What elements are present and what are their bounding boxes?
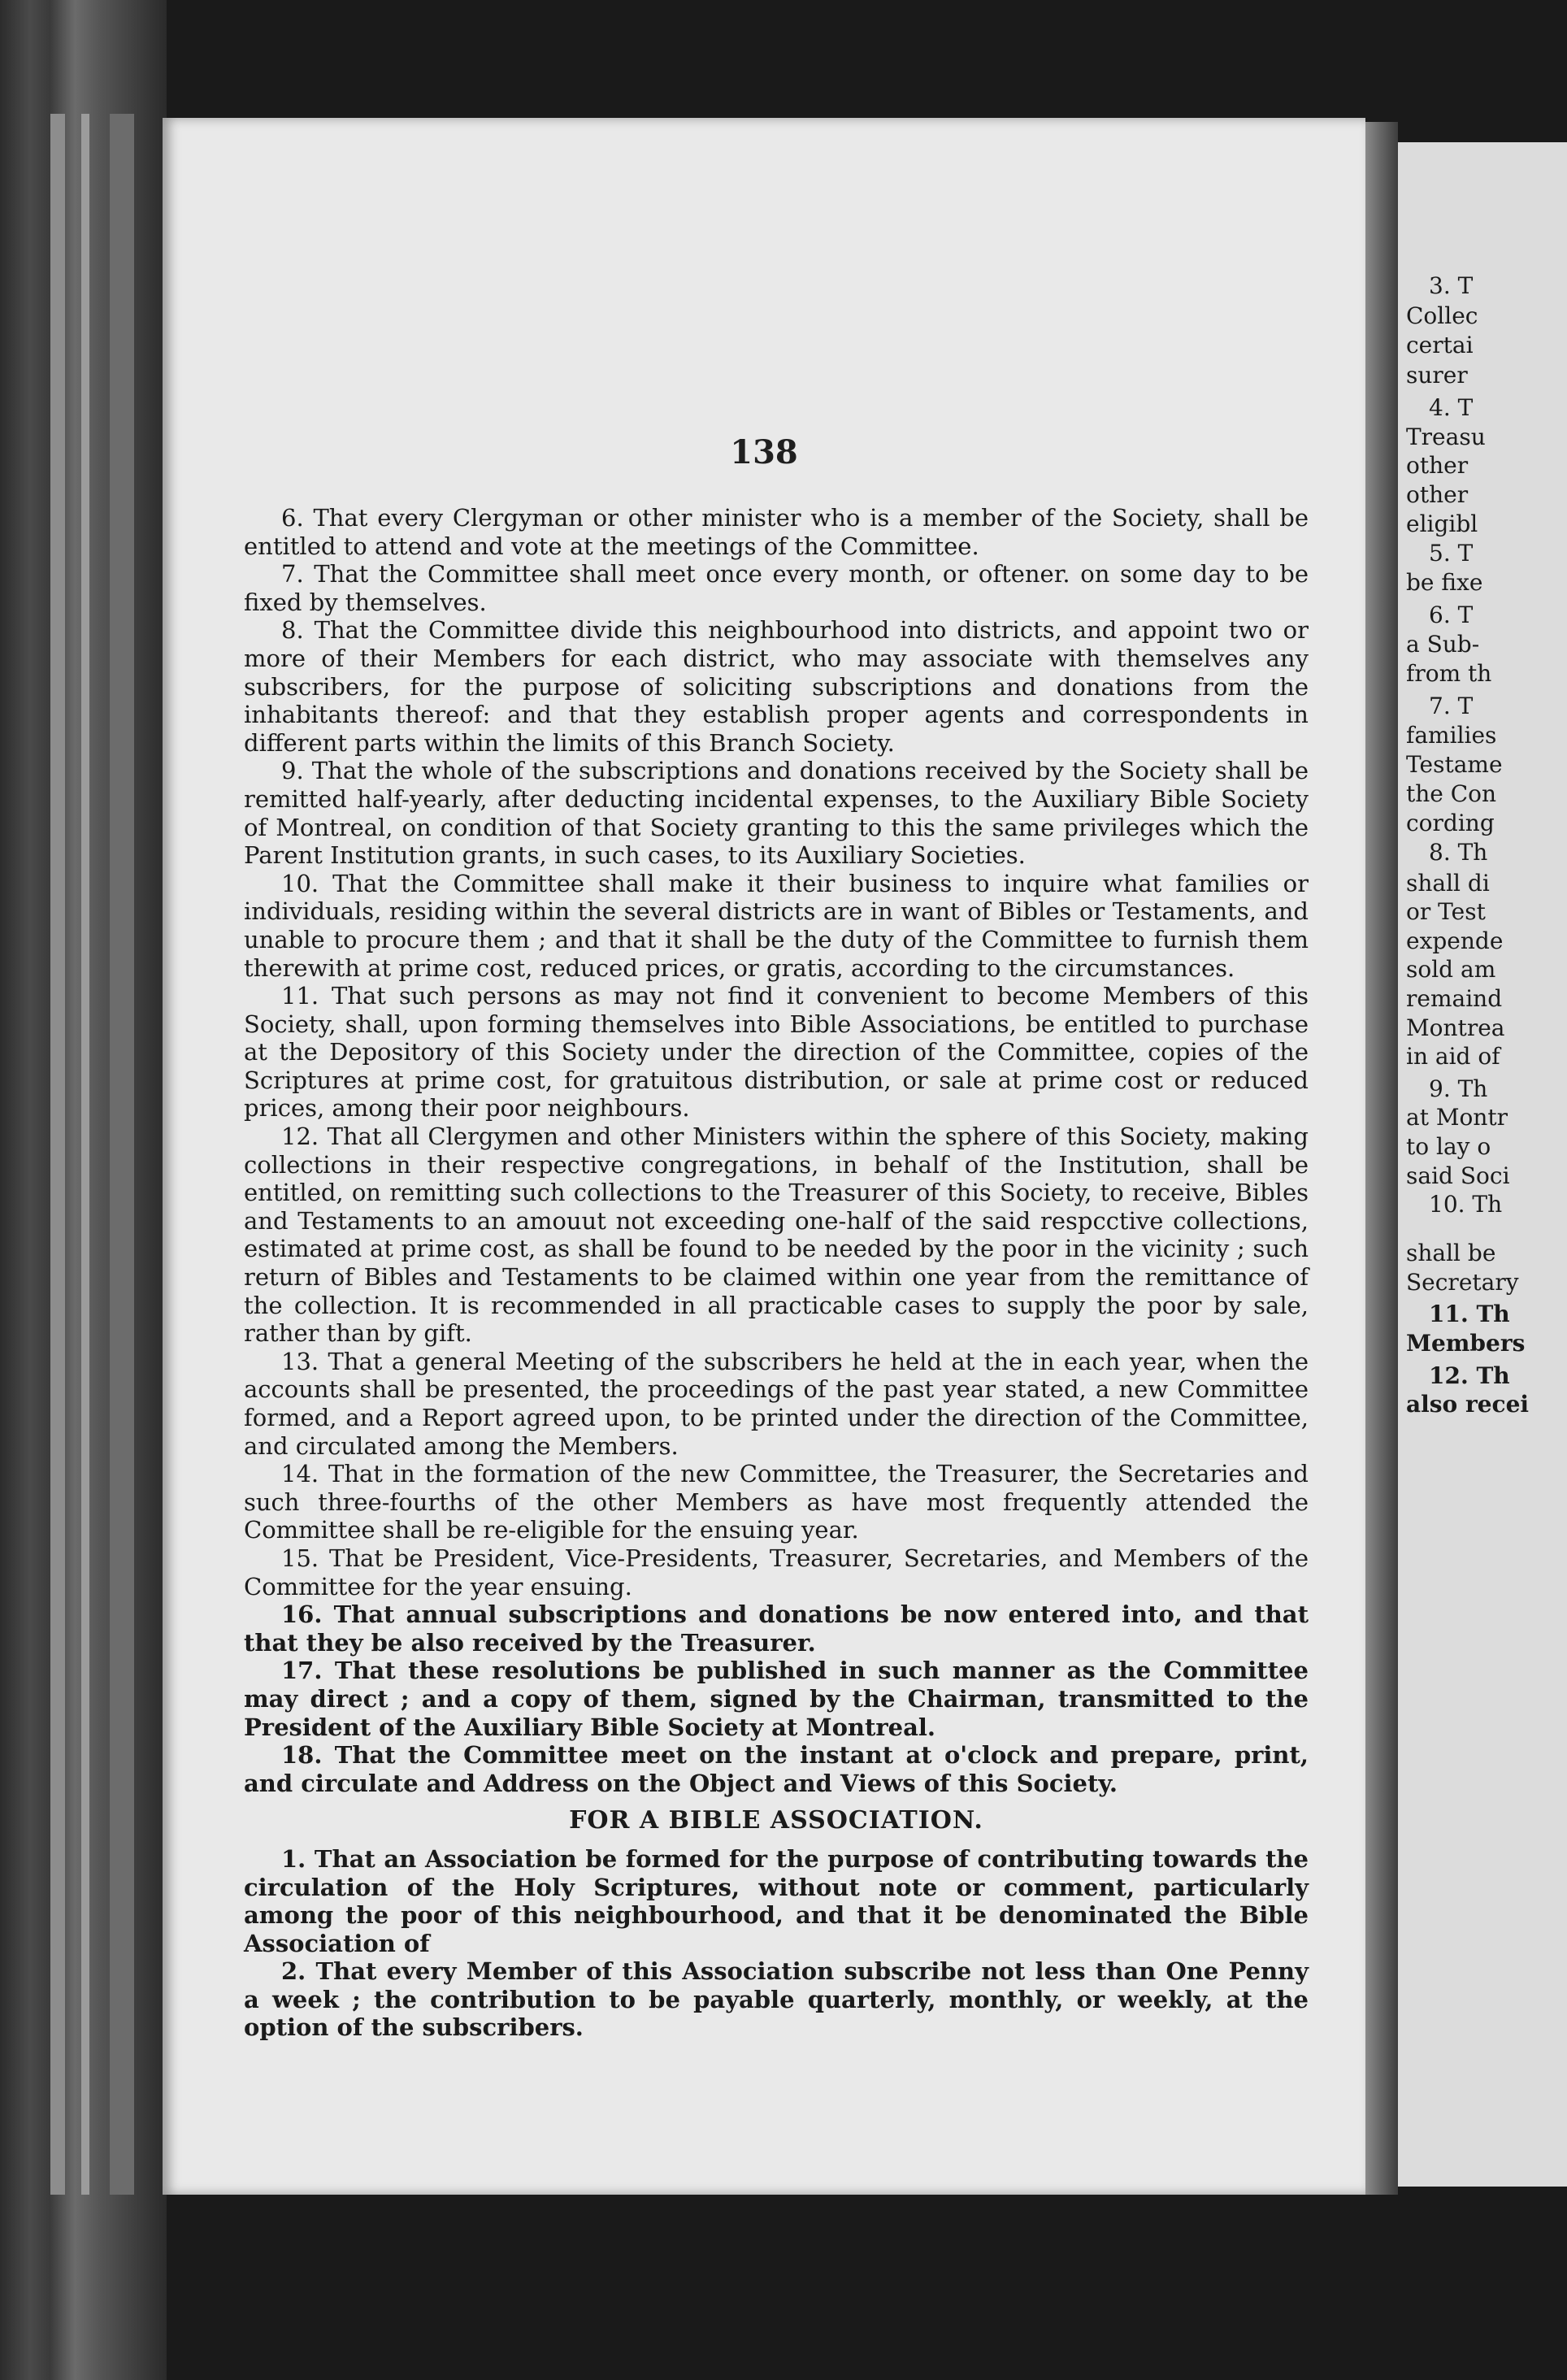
right-page-line: 3. T xyxy=(1429,272,1474,299)
right-page-line: 11. Th xyxy=(1429,1301,1510,1327)
resolution-15: 15. That be President, Vice-Presidents, Treasurer, Secretaries, and Members of the Committee for the year ensuing. xyxy=(244,1544,1309,1600)
right-page-line: shall be xyxy=(1406,1240,1496,1266)
resolution-16: 16. That annual subscriptions and donations be now entered into, and that that they be also received by the Treasurer. xyxy=(244,1600,1309,1657)
right-page-line: 12. Th xyxy=(1429,1362,1510,1389)
book-binding xyxy=(0,0,167,2380)
right-page-line: 5. T xyxy=(1429,540,1474,567)
resolution-13: 13. That a general Meeting of the subscribers he held at the in each year, when the accounts shall be presented, the proceedings of the past year stated, a new Committee formed, and a Report agreed upon, to be printed under the direction of the Committee, and circulated among the Members. xyxy=(244,1347,1309,1460)
association-resolution-2: 2. That every Member of this Association subscribe not less than One Penny a week ; the contribution to be payable quarterly, monthly, or weekly, at the option of the subscribers. xyxy=(244,1957,1309,2042)
right-page-line: other xyxy=(1406,481,1469,508)
page-gutter xyxy=(1365,122,1398,2195)
right-page-line: 10. Th xyxy=(1429,1191,1503,1218)
right-page-line: surer xyxy=(1406,362,1468,389)
right-page-line: eligibl xyxy=(1406,510,1478,537)
right-page-line: 7. T xyxy=(1429,693,1474,719)
right-page-line: Montrea xyxy=(1406,1014,1505,1041)
resolution-18: 18. That the Committee meet on the instant at o'clock and prepare, print, and circulate and Address on the Object and Views of this Society. xyxy=(244,1741,1309,1797)
right-page-line: be fixe xyxy=(1406,569,1483,596)
right-page-line: Testame xyxy=(1406,751,1503,778)
resolution-14: 14. That in the formation of the new Committee, the Treasurer, the Secretaries and such three-fourths of the other Members as have most frequently attended the Committee shall be re-eligible for the ensuing year. xyxy=(244,1460,1309,1544)
right-page-line: Members xyxy=(1406,1330,1526,1357)
right-page-line: in aid of xyxy=(1406,1043,1500,1070)
right-page-line: from th xyxy=(1406,660,1492,687)
right-page-line: also recei xyxy=(1406,1391,1530,1418)
right-page-line: families xyxy=(1406,722,1497,749)
right-page-line: certai xyxy=(1406,332,1474,358)
right-page-fragment xyxy=(1398,142,1567,2187)
right-page-line: Collec xyxy=(1406,302,1478,329)
right-page-line: Secretary xyxy=(1406,1269,1519,1296)
right-page-line: expende xyxy=(1406,927,1504,954)
right-page-line: 9. Th xyxy=(1429,1075,1488,1102)
resolution-11: 11. That such persons as may not find it convenient to become Members of this Society, shall, upon forming themselves into Bible Associations, be entitled to purchase at the Depository of this Society under the direction of the Committee, copies of the Scriptures at prime cost, for gratuitous distribution, or sale at prime cost or reduced prices, among their poor neighbours. xyxy=(244,982,1309,1123)
right-page-line: shall di xyxy=(1406,870,1490,897)
binding-edge xyxy=(81,114,89,2195)
right-page-line: the Con xyxy=(1406,780,1497,807)
resolution-10: 10. That the Committee shall make it their business to inquire what families or individuals, residing within the several districts are in want of Bibles or Testaments, and unable to procure them ; and that it shall be the duty of the Committee to furnish them therewith at prime cost, reduced prices, or gratis, according to the circumstances. xyxy=(244,869,1309,982)
right-page-line: sold am xyxy=(1406,956,1496,983)
resolution-8: 8. That the Committee divide this neighbourhood into districts, and appoint two or more of their Members for each district, who may associate with themselves any subscribers, for the purpose of soliciting subscriptions and donations from the inhabitants thereof: and that they establish proper agents and correspondents in different parts within the limits of this Branch Society. xyxy=(244,616,1309,757)
right-page-line: remaind xyxy=(1406,985,1503,1012)
right-page-line: to lay o xyxy=(1406,1133,1491,1160)
right-page-line: cording xyxy=(1406,810,1495,836)
association-resolution-1: 1. That an Association be formed for the purpose of contributing towards the circulation of the Holy Scriptures, without note or comment, particularly among the poor of this neighbourhood, and that it be denominated the Bible Association of xyxy=(244,1844,1309,1957)
right-page-line: 6. T xyxy=(1429,602,1474,628)
right-page-line: other xyxy=(1406,452,1469,479)
right-page-line: at Montr xyxy=(1406,1104,1508,1131)
binding-edge xyxy=(110,114,134,2195)
right-page-line: said Soci xyxy=(1406,1162,1510,1189)
section-heading: FOR A BIBLE ASSOCIATION. xyxy=(569,1806,983,1835)
resolution-12: 12. That all Clergymen and other Ministers within the sphere of this Society, making collections in their respective congregations, in behalf of the Institution, shall be entitled, on remitting such collections to the Treasurer of this Society, to receive, Bibles and Testaments to an amouut not exceeding one-half of the said respcctive collections, estimated at prime cost, as shall be found to be needed by the poor in the vicinity ; such return of Bibles and Testaments to be claimed within one year from the remittance of the collection. It is recommended in all practicable cases to supply the poor by sale, rather than by gift. xyxy=(244,1123,1309,1348)
binding-edge xyxy=(50,114,65,2195)
page-body xyxy=(244,504,1309,2042)
right-page-line: or Test xyxy=(1406,898,1486,925)
right-page-line: a Sub- xyxy=(1406,631,1480,658)
resolution-6: 6. That every Clergyman or other minister who is a member of the Society, shall be entitled to attend and vote at the meetings of the Committee. xyxy=(244,504,1309,560)
resolution-9: 9. That the whole of the subscriptions and donations received by the Society shall be remitted half-yearly, after deducting incidental expenses, to the Auxiliary Bible Society of Montreal, on condition of that Society granting to this the same privileges which the Parent Institution grants, in such cases, to its Auxiliary Societies. xyxy=(244,757,1309,870)
right-page-line: Treasu xyxy=(1406,423,1486,450)
left-page xyxy=(163,118,1365,2195)
right-page-line: 8. Th xyxy=(1429,839,1488,866)
resolution-7: 7. That the Committee shall meet once every month, or oftener. on some day to be fixed by themselves. xyxy=(244,560,1309,616)
page-number: 138 xyxy=(730,433,798,471)
right-page-line: 4. T xyxy=(1429,394,1474,421)
resolution-17: 17. That these resolutions be published in such manner as the Committee may direct ; and a copy of them, signed by the Chairman, transmitted to the President of the Auxiliary Bible Society at Montreal. xyxy=(244,1657,1309,1741)
